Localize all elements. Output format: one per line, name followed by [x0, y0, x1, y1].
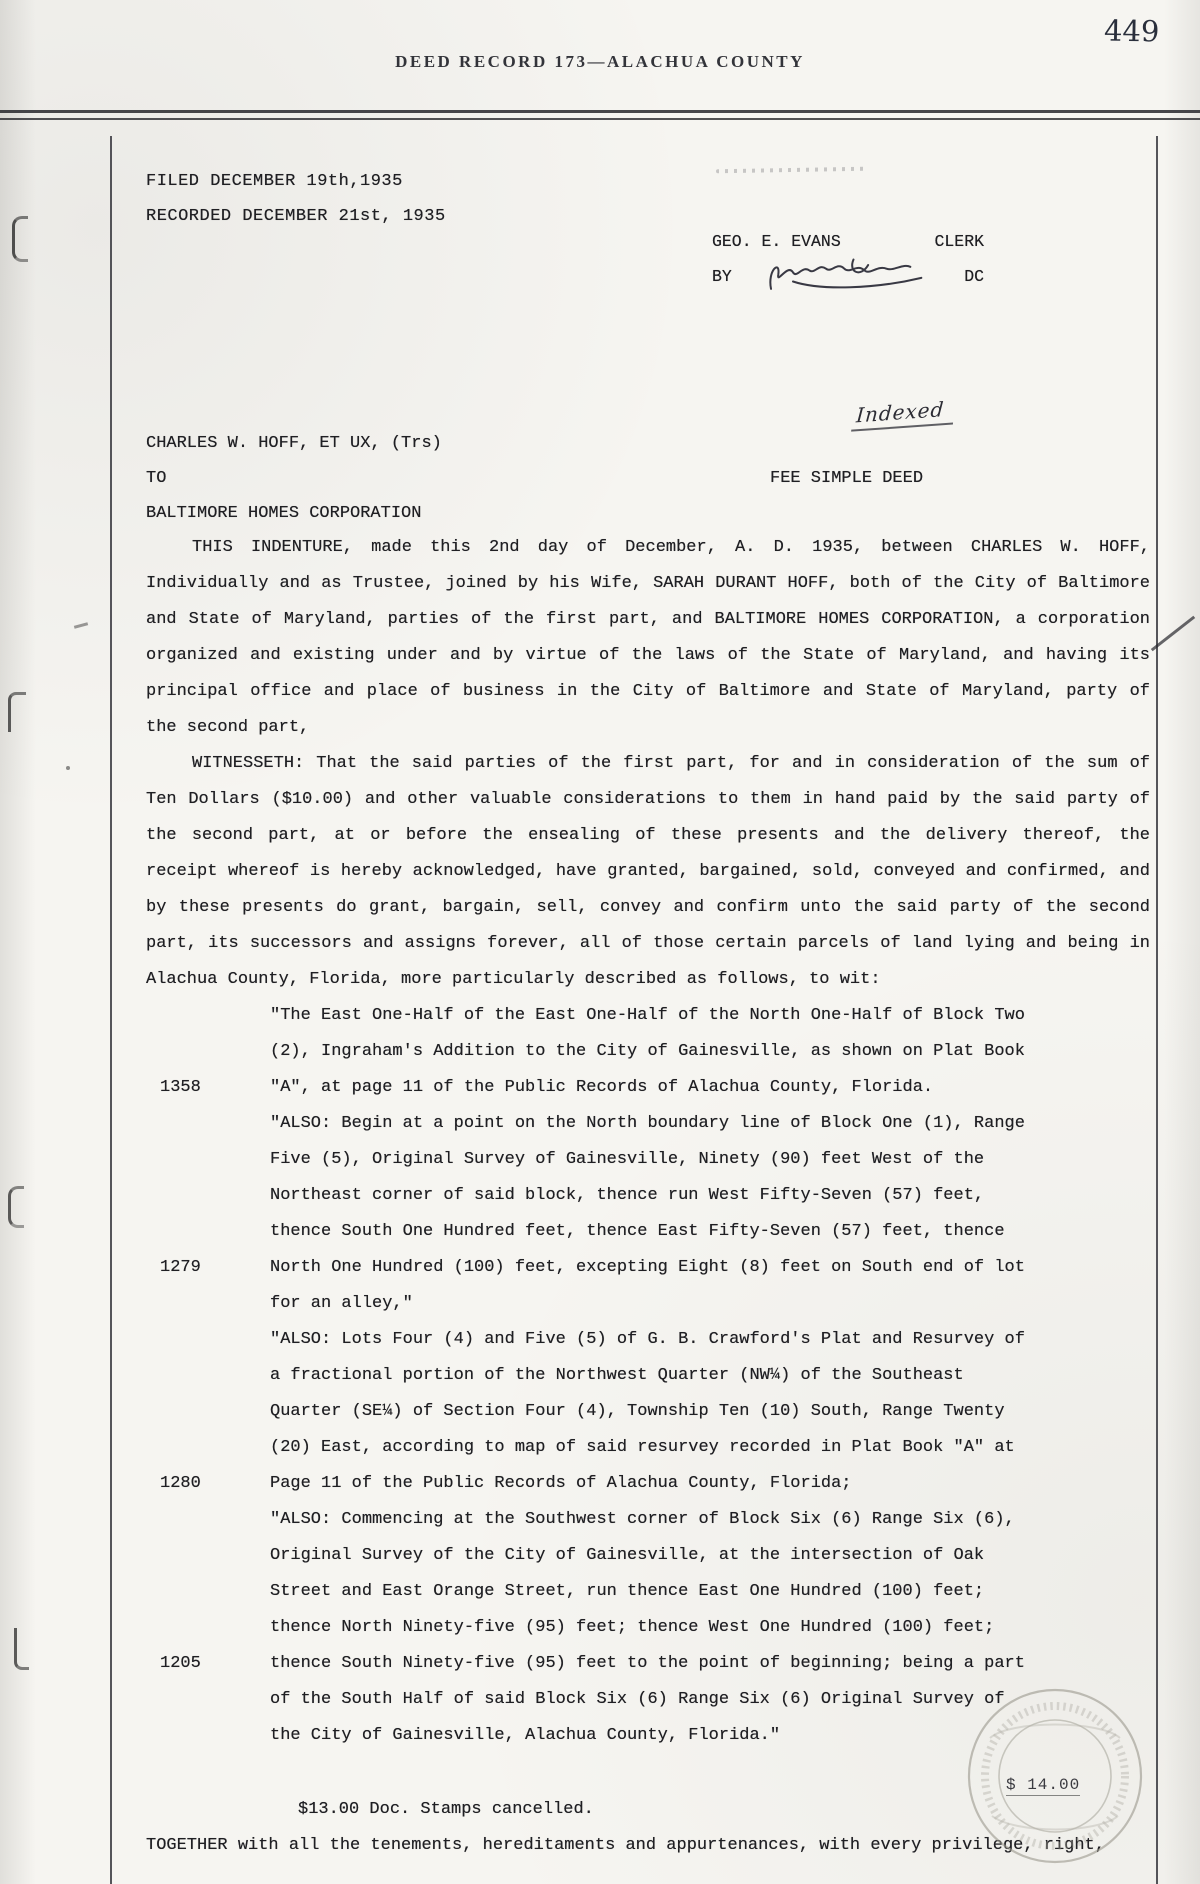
- deputy-clerk-signature-icon: [764, 254, 932, 298]
- clerk-name-row: [712, 232, 984, 251]
- stamp-amount: $ 14.00: [1006, 1776, 1081, 1794]
- deputy-clerk-row: [712, 255, 984, 297]
- margin-entry-number: 1280: [160, 1474, 201, 1493]
- revenue-stamp-seal-icon: [950, 1668, 1160, 1882]
- margin-entry-number: 1279: [160, 1258, 201, 1277]
- margin-entry-number: 1358: [160, 1078, 201, 1097]
- parcel-text: "ALSO: Lots Four (4) and Five (5) of G. B. Crawford's Plat and Resurvey of a fractional portion of the Northwest Quarter (NW¼) of the Southeast Quarter (SE¼) of Section Four (4), Township Ten (10) South, Range Twenty (20) East, according to map of said resurvey recorded in Plat Book "A" at Page 11 of the Public Records of Alachua County, Florida;: [270, 1330, 1025, 1493]
- scan-artifact-bracket: [8, 1186, 24, 1228]
- parcel-block-2: [160, 1106, 1042, 1322]
- page-number: 449: [1103, 13, 1160, 49]
- parcel-descriptions: [160, 998, 1042, 1754]
- habendum-opening-line: TOGETHER with all the tenements, hereditaments and appurtenances, with every privilege, right,: [146, 1836, 1105, 1855]
- to-label: TO: [146, 469, 167, 488]
- filed-date-line: FILED DECEMBER 19th,1935: [146, 172, 403, 191]
- clerk-name: GEO. E. EVANS: [712, 232, 841, 251]
- witnesseth-paragraph: WITNESSETH: That the said parties of the first part, for and in consideration of the sum of Ten Dollars ($10.00) and other valuable considerations to them in hand paid by the said party of the second part, at or before the ensealing of these presents and the delivery thereof, the receipt whereof is hereby acknowledged, have granted, bargained, sold, conveyed and confirmed, and by these presents do grant, bargain, sell, convey and confirm unto the said party of the second part, its successors and assigns forever, all of those certain parcels of land lying and being in Alachua County, Florida, more particularly described as follows, to wit:: [146, 754, 1150, 989]
- right-margin-rule: [1156, 136, 1158, 1884]
- grantor-name: CHARLES W. HOFF, ET UX, (Trs): [146, 434, 442, 453]
- scan-artifact-mark: [74, 622, 88, 629]
- parcel-block-4: [160, 1502, 1042, 1754]
- indenture-paragraph: THIS INDENTURE, made this 2nd day of December, A. D. 1935, between CHARLES W. HOFF, Individually and as Trustee, joined by his Wife, SARAH DURANT HOFF, both of the City of Baltimore and State of Maryland, parties of the first part, and BALTIMORE HOMES CORPORATION, a corporation organized and existing under and by virtue of the laws of the State of Maryland, and having its principal office and place of business in the City of Baltimore and State of Maryland, party of the second part,: [146, 538, 1150, 737]
- scan-artifact-bracket: [14, 1628, 29, 1670]
- grantee-name: BALTIMORE HOMES CORPORATION: [146, 504, 422, 523]
- deputy-title: DC: [964, 266, 984, 286]
- caption-block: [146, 426, 924, 531]
- instrument-type: FEE SIMPLE DEED: [770, 469, 924, 488]
- clerk-attestation: [712, 232, 984, 297]
- deed-body: [146, 530, 1150, 1754]
- clerk-title: CLERK: [934, 232, 984, 251]
- parcel-block-3: [160, 1322, 1042, 1502]
- parcel-text: "ALSO: Commencing at the Southwest corner of Block Six (6) Range Six (6), Original Survey of the City of Gainesville, at the intersection of Oak Street and East Orange Street, run thence East One Hundred (100) feet; thence North Ninety-five (95) feet; thence West One Hundred (100) feet; thence South Ninety-five (95) feet to the point of beginning; being a part of the South Half of said Block Six (6) Range Six (6) Original Survey of the City of Gainesville, Alachua County, Florida.": [270, 1510, 1025, 1745]
- scan-artifact-mark: [66, 766, 70, 770]
- doc-stamps-note: $13.00 Doc. Stamps cancelled.: [298, 1800, 594, 1819]
- by-label: BY: [712, 266, 732, 286]
- recorded-date-line: RECORDED DECEMBER 21st, 1935: [146, 207, 446, 226]
- margin-entry-number: 1205: [160, 1654, 201, 1673]
- indexed-stamp: Indexed: [851, 396, 955, 431]
- left-margin-rule: [110, 136, 112, 1884]
- filing-block: [146, 164, 446, 234]
- scan-artifact-bracket: [8, 692, 26, 732]
- scan-artifact-smudge: [716, 167, 866, 174]
- parcel-block-1: [160, 998, 1042, 1106]
- scan-artifact-bracket: [12, 216, 28, 262]
- parcel-text: "The East One-Half of the East One-Half of the North One-Half of Block Two (2), Ingraham's Addition to the City of Gainesville, as shown on Plat Book "A", at page 11 of the Public Records of Alachua County, Florida.: [270, 1006, 1025, 1097]
- parcel-text: "ALSO: Begin at a point on the North boundary line of Block One (1), Range Five (5), Original Survey of Gainesville, Ninety (90) feet West of the Northeast corner of said block, thence run West Fifty-Seven (57) feet, thence South One Hundred feet, thence East Fifty-Seven (57) feet, thence North One Hundred (100) feet, excepting Eight (8) feet on South end of lot for an alley,": [270, 1114, 1025, 1313]
- page-header-title: DEED RECORD 173—ALACHUA COUNTY: [395, 52, 805, 71]
- header-divider-rule: [0, 110, 1200, 120]
- caption-middle-row: [146, 461, 924, 496]
